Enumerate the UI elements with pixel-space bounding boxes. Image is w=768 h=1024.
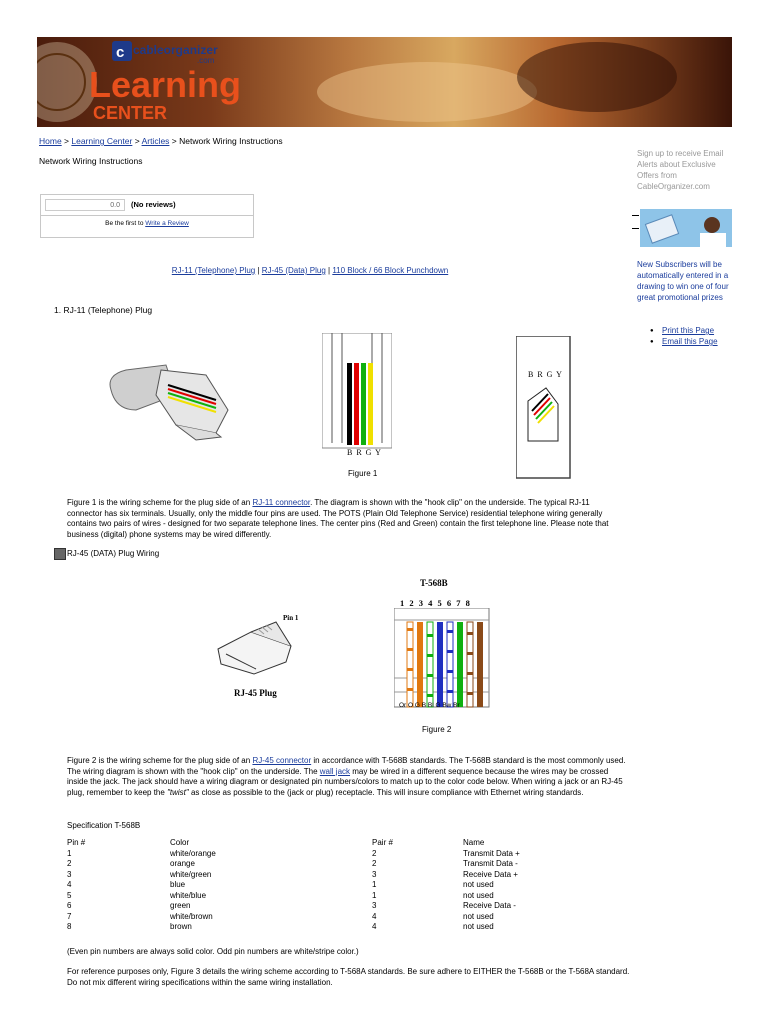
newsletter-promo-image[interactable] — [640, 209, 732, 247]
paragraph-text: Figure 2 is the wiring scheme for the plug side of an — [67, 756, 253, 765]
paragraph-text: may be wired in a different sequence because the wires may be crossed inside the jack. The jack should have a wiring diagram or designated pin numbers/colors to match up to the color code below. When wiring a jack or an RJ-45 plug, remember to keep the — [67, 766, 623, 797]
table-cell: 4 — [372, 911, 377, 921]
rj11-plug-illustration — [106, 355, 236, 450]
table-row — [67, 870, 583, 881]
table-header-row — [67, 838, 583, 849]
table-cell: 4 — [67, 880, 72, 889]
column-header: Pair # — [372, 838, 393, 847]
table-cell: 8 — [67, 922, 72, 931]
t568b-pin-numbers: 1 2 3 4 5 6 7 8 — [400, 598, 472, 608]
breadcrumb-separator: > — [61, 136, 72, 146]
breadcrumb-current: Network Wiring Instructions — [179, 136, 283, 146]
section-nav — [0, 266, 620, 275]
table-cell: blue — [170, 880, 186, 889]
table-cell: 3 — [67, 869, 72, 879]
sidebar-list-item — [650, 336, 718, 347]
spec-table — [67, 838, 583, 933]
figure-1-caption: Figure 1 — [348, 469, 378, 478]
table-cell: 3 — [372, 869, 377, 879]
nav-rj11-link[interactable]: RJ-11 (Telephone) Plug — [171, 266, 256, 275]
table-cell: not used — [463, 880, 494, 889]
table-cell: 6 — [67, 901, 72, 910]
table-cell: 5 — [67, 890, 72, 900]
table-cell: brown — [170, 922, 192, 931]
banner-title-learning: Learning — [89, 64, 242, 105]
table-cell: not used — [463, 890, 494, 900]
table-cell: 3 — [372, 901, 377, 910]
paragraph-text: . The diagram is shown with the "hook clip" on the underside. The typical RJ-11 connector has six terminals. Usually, only the middle four pins are used. The POTS (Plain Old Telephone Service) residential telephone wiring generally contains two pairs of wires - designed for two separate telephone lines. The center pins (Red and Green) contain the first telephone line. Please note that business (digital) phone systems may be wired differently. — [67, 498, 609, 539]
section-rj45-heading: RJ-45 (DATA) Plug Wiring — [67, 549, 160, 558]
svg-text:c: c — [116, 44, 125, 61]
column-header: Name — [463, 838, 485, 847]
nav-punchdown-link[interactable]: 110 Block / 66 Block Punchdown — [332, 266, 449, 275]
header-banner — [37, 37, 732, 127]
nav-separator: | — [255, 266, 262, 275]
table-row — [67, 922, 583, 933]
banner-title-center: CENTER — [93, 103, 168, 123]
table-cell: white/blue — [170, 890, 207, 900]
column-header: Pin # — [67, 838, 86, 847]
paragraph-text: as close as possible to the (jack or plug) receptacle. This will insure compliance with Ethernet wiring standards. — [188, 787, 584, 797]
rj11-jack-illustration — [516, 336, 571, 479]
table-cell: 2 — [67, 859, 72, 868]
spec-footer-text: For reference purposes only, Figure 3 details the wiring scheme according to T-568A standards. Be sure adhere to EITHER the T-568B or the T-568A standard. Do not mix different wiring specifications within the same wiring installation. — [67, 967, 630, 987]
emphasis-text: "twist" — [167, 787, 189, 797]
write-review-link[interactable]: Write a Review — [145, 220, 189, 227]
sidebar-actions — [650, 325, 718, 347]
t568b-label: T-568B — [420, 578, 448, 588]
table-cell: 1 — [372, 890, 377, 900]
breadcrumb-learning-center-link[interactable]: Learning Center — [71, 136, 133, 146]
paragraph-text: in accordance with T-568B standards. The T-568B standard is the most commonly used. The wiring diagram is shown with the "hook clip" on the underside. The — [67, 756, 626, 776]
sidebar-divider — [632, 215, 639, 216]
table-cell: 2 — [372, 848, 377, 858]
review-count: (No reviews) — [131, 200, 176, 209]
email-page-link[interactable]: Email this Page — [662, 337, 718, 346]
sidebar-signup-text: Sign up to receive Email Alerts about Exclusive Offers from CableOrganizer.com — [637, 149, 724, 191]
table-cell: green — [170, 901, 191, 910]
review-summary-row — [41, 195, 253, 216]
table-cell: 4 — [372, 922, 377, 931]
table-cell: Receive Data + — [463, 869, 518, 879]
rj11-wire-diagram — [322, 333, 392, 458]
t568b-color-codes: Or O G B Bl G Bw Br — [399, 702, 460, 709]
sidebar-list-item — [650, 325, 718, 336]
table-cell: 7 — [67, 911, 72, 921]
sidebar-promo-text: New Subscribers will be automatically entered in a drawing to win one of four great promotional prizes — [637, 260, 729, 302]
table-row — [67, 912, 583, 923]
spec-note: (Even pin numbers are always solid color. Odd pin numbers are white/stripe color.) — [67, 947, 359, 956]
breadcrumb-separator: > — [132, 136, 142, 146]
table-cell: 2 — [372, 859, 377, 868]
wall-jack-link[interactable]: wall jack — [319, 766, 351, 776]
table-cell: Transmit Data + — [463, 848, 520, 858]
table-cell: white/orange — [170, 848, 216, 858]
review-prompt: Be the first to — [105, 220, 144, 227]
section-rj45-description — [67, 756, 627, 798]
rj11-connector-link[interactable]: RJ-11 connector — [252, 498, 311, 507]
brand-name: cableorganizer — [133, 43, 218, 57]
table-cell: not used — [463, 911, 494, 921]
table-row — [67, 891, 583, 902]
t568b-wire-diagram — [394, 608, 490, 708]
breadcrumb-home-link[interactable]: Home — [39, 136, 62, 146]
nav-separator: | — [325, 266, 333, 275]
rj45-plug-illustration — [216, 614, 299, 676]
rating-score: 0.0 — [45, 199, 125, 211]
table-cell: 1 — [67, 848, 72, 858]
table-row — [67, 901, 583, 912]
figure-2-caption: Figure 2 — [422, 725, 452, 734]
breadcrumb — [39, 136, 283, 146]
brand-suffix: .com — [197, 56, 215, 65]
rj11-jack-label: B R G Y — [528, 370, 563, 379]
review-widget — [40, 194, 254, 238]
section-bullet-icon — [54, 548, 66, 560]
table-cell: white/green — [170, 869, 212, 879]
rj11-strip-label: B R G Y — [347, 448, 382, 457]
table-cell: white/brown — [170, 911, 213, 921]
review-cta — [41, 220, 253, 227]
rj45-plug-label: RJ-45 Plug — [234, 688, 277, 698]
table-cell: 1 — [372, 880, 377, 889]
column-header: Color — [170, 838, 190, 847]
table-cell: Transmit Data - — [463, 859, 518, 868]
nav-rj45-link[interactable]: RJ-45 (Data) Plug — [261, 266, 326, 275]
paragraph-text: Figure 1 is the wiring scheme for the plug side of an — [67, 498, 253, 507]
rj45-pin1-label: Pin 1 — [283, 614, 299, 622]
breadcrumb-separator: > — [169, 136, 180, 146]
table-cell: not used — [463, 922, 494, 931]
print-page-link[interactable]: Print this Page — [662, 326, 715, 335]
table-row — [67, 859, 583, 870]
section-rj11-heading: 1. RJ-11 (Telephone) Plug — [54, 305, 153, 315]
page-title: Network Wiring Instructions — [39, 156, 143, 166]
section-rj11-description — [67, 498, 627, 540]
table-cell: orange — [170, 859, 195, 868]
sidebar-divider — [632, 228, 639, 229]
breadcrumb-articles-link[interactable]: Articles — [141, 136, 170, 146]
table-cell: Receive Data - — [463, 901, 516, 910]
table-row — [67, 849, 583, 860]
spec-title: Specification T-568B — [67, 821, 141, 830]
table-row — [67, 880, 583, 891]
rj45-connector-link[interactable]: RJ-45 connector — [252, 756, 312, 765]
